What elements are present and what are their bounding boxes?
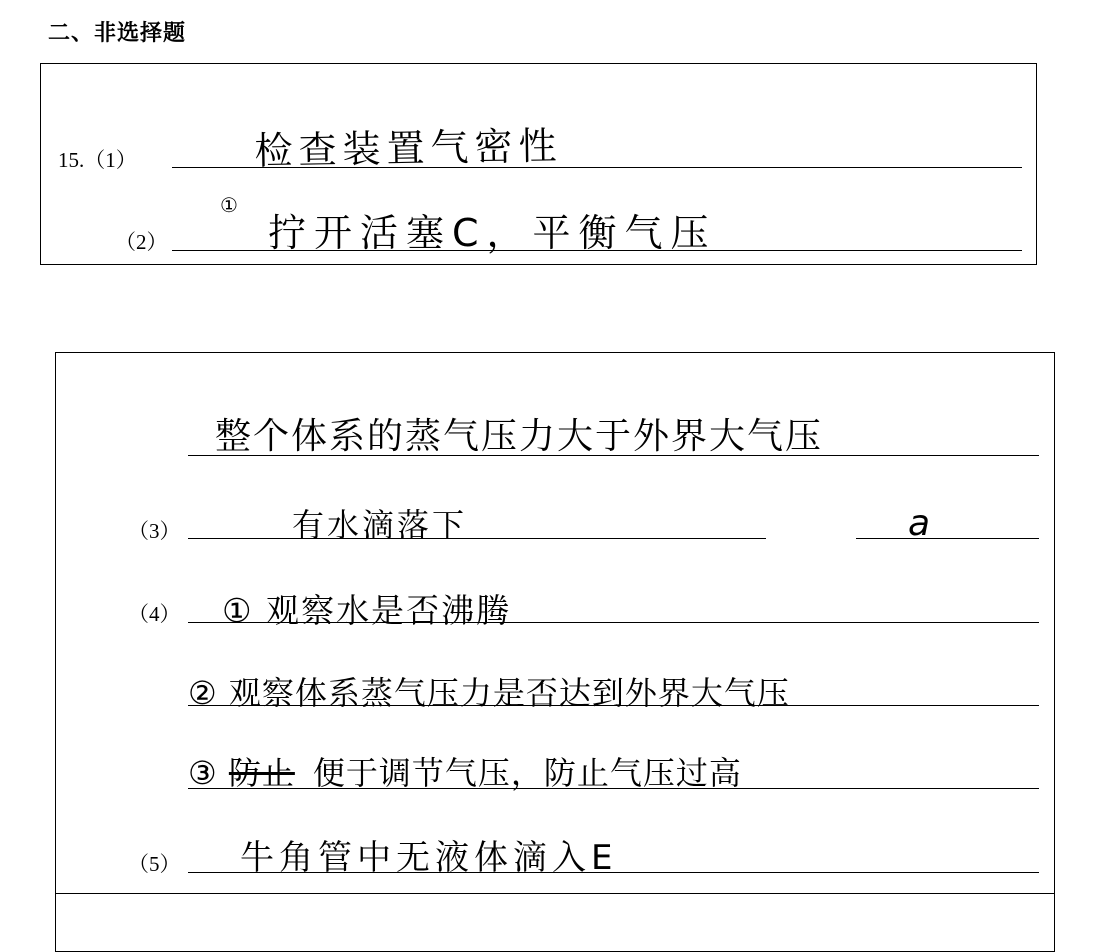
q4-sub3-line [188,788,1039,789]
q15-part1-label: 15.（1） [58,148,137,172]
q5-answer: 牛角管中无液体滴入E [240,838,618,878]
q3-answer2-line [856,538,1039,539]
q15-part2-answer: 拧开活塞C，平衡气压 [268,211,717,255]
q3-label: （3） [128,519,181,543]
q15-part2-mark: ① [220,193,244,217]
q4-sub1-line [188,622,1039,623]
line0-answer-line [188,455,1039,456]
q4-sub1: ① 观察水是否沸腾 [222,591,512,630]
q4-label: （4） [128,602,181,626]
q15-part1-answer: 检查装置气密性 [254,123,563,174]
box-divider [55,893,1055,894]
line0-answer: 整个体系的蒸气压力大于外界大气压 [215,416,824,457]
q4-sub3-text: 便于调节气压，防止气压过高 [312,754,742,792]
q4-sub3-struck: 防止 [228,754,295,792]
section-title: 二、非选择题 [48,21,187,46]
q3-answer: 有水滴落下 [292,506,468,544]
q3-answer2: a [908,503,937,544]
q4-sub2-line [188,705,1039,706]
q3-answer-line [188,538,766,539]
q4-sub3-marker: ③ [188,754,229,792]
q5-label: （5） [128,852,181,876]
q4-sub2: ② 观察体系蒸气压力是否达到外界大气压 [188,674,790,712]
q15-part2-label: （2） [115,230,168,254]
q5-answer-line [188,872,1039,873]
